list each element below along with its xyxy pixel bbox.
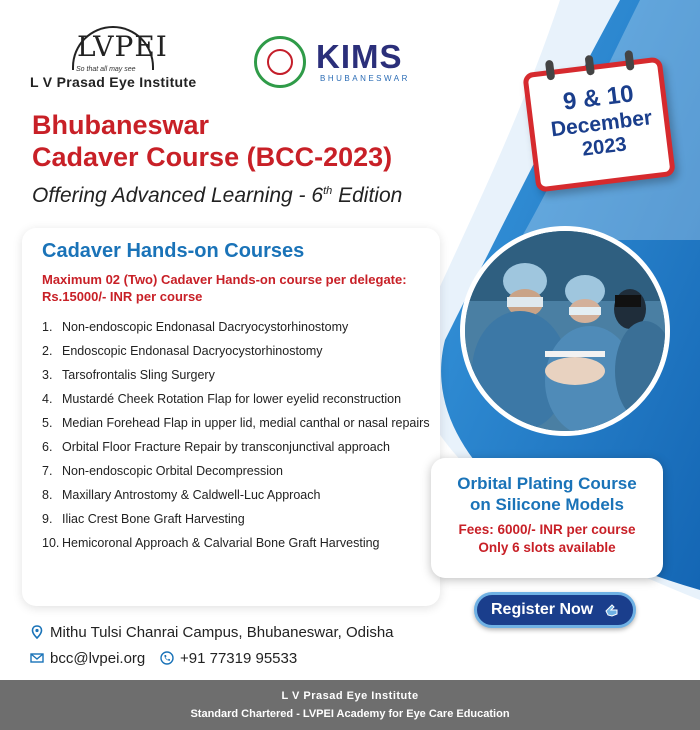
email-row[interactable] (30, 650, 145, 667)
course-item-number: 7. (42, 464, 53, 478)
kims-name: KIMS (316, 38, 403, 75)
orbital-plating-card (431, 458, 663, 578)
email-icon (30, 651, 44, 665)
location-pin-icon (30, 625, 44, 639)
course-price-note: Rs.15000/- INR per course (42, 289, 203, 304)
course-item-text: Endoscopic Endonasal Dacryocystorhinostomy (62, 344, 323, 358)
subtitle-superscript: th (323, 185, 333, 197)
course-item-text: Orbital Floor Fracture Repair by transconjunctival approach (62, 440, 390, 454)
footer-institute: L V Prasad Eye Institute (281, 690, 419, 702)
lvpei-name: L V Prasad Eye Institute (30, 74, 197, 90)
calendar-month: December (549, 106, 654, 142)
course-item (42, 512, 437, 527)
calendar-ring-icon (624, 50, 634, 71)
lvpei-mark: LVPEI (77, 30, 168, 63)
footer (0, 680, 700, 730)
orbital-title-line2: on Silicone Models (470, 495, 624, 514)
course-item-number: 5. (42, 416, 53, 430)
orbital-fees: Fees: 6000/- INR per course (458, 522, 636, 537)
kims-logo (254, 36, 424, 86)
course-item-text: Tarsofrontalis Sling Surgery (62, 368, 215, 382)
course-list (42, 320, 437, 560)
calendar-year: 2023 (580, 133, 628, 161)
course-item (42, 344, 437, 359)
calendar-ring-icon (585, 55, 595, 76)
course-limit-note: Maximum 02 (Two) Cadaver Hands-on course per delegate: (42, 272, 407, 287)
course-item (42, 368, 437, 383)
subtitle-tail: Edition (332, 184, 403, 207)
course-item-number: 10. (42, 536, 60, 550)
calendar-days: 9 & 10 (561, 80, 636, 116)
course-item-text: Maxillary Antrostomy & Caldwell-Luc Approach (62, 488, 321, 502)
course-item-text: Mustardé Cheek Rotation Flap for lower eyelid reconstruction (62, 392, 402, 406)
surgery-photo (460, 226, 670, 436)
subtitle-main: Offering Advanced Learning - 6 (32, 184, 324, 207)
course-title-city: Bhubaneswar (32, 110, 210, 140)
phone-row[interactable] (160, 650, 297, 667)
course-item-number: 1. (42, 320, 53, 334)
surgery-illustration (465, 231, 665, 431)
course-item-text: Median Forehead Flap in upper lid, medial canthal or nasal repairs (62, 416, 430, 430)
course-item-number: 2. (42, 344, 53, 358)
course-subtitle (32, 184, 402, 208)
lvpei-tagline: So that all may see (76, 66, 136, 73)
course-card (22, 228, 440, 606)
course-item-number: 9. (42, 512, 53, 526)
course-item (42, 320, 437, 335)
kims-seal-icon (254, 36, 306, 88)
course-item (42, 392, 437, 407)
course-item (42, 464, 437, 479)
kims-seal-emblem (267, 49, 293, 75)
course-item (42, 416, 437, 431)
hand-pointer-icon (603, 601, 621, 619)
phone-text[interactable]: +91 77319 95533 (180, 650, 298, 667)
course-item-text: Iliac Crest Bone Graft Harvesting (62, 512, 245, 526)
course-item-number: 8. (42, 488, 53, 502)
email-text[interactable]: bcc@lvpei.org (50, 650, 146, 667)
register-now-button[interactable] (474, 592, 636, 628)
course-item (42, 536, 437, 551)
course-item-text: Hemicoronal Approach & Calvarial Bone Graft Harvesting (62, 536, 380, 550)
location-row (30, 624, 394, 641)
orbital-slots: Only 6 slots available (478, 540, 616, 555)
calendar-graphic (520, 39, 685, 191)
course-card-heading: Cadaver Hands-on Courses (42, 240, 305, 262)
course-item-number: 4. (42, 392, 53, 406)
register-label: Register Now (491, 601, 594, 618)
course-item-text: Non-endoscopic Orbital Decompression (62, 464, 283, 478)
calendar-ring-icon (545, 60, 555, 81)
footer-academy: Standard Chartered - LVPEI Academy for Eye Care Education (190, 708, 510, 720)
location-text: Mithu Tulsi Chanrai Campus, Bhubaneswar, Odisha (50, 624, 394, 641)
course-title-name: Cadaver Course (BCC-2023) (32, 142, 393, 172)
phone-icon (160, 651, 174, 665)
course-item-text: Non-endoscopic Endonasal Dacryocystorhinostomy (62, 320, 349, 334)
orbital-title-line1: Orbital Plating Course (457, 474, 637, 493)
course-item (42, 488, 437, 503)
kims-subtitle: BHUBANESWAR (320, 74, 410, 83)
course-item-number: 3. (42, 368, 53, 382)
lvpei-logo (30, 22, 210, 92)
course-item (42, 440, 437, 455)
course-item-number: 6. (42, 440, 53, 454)
